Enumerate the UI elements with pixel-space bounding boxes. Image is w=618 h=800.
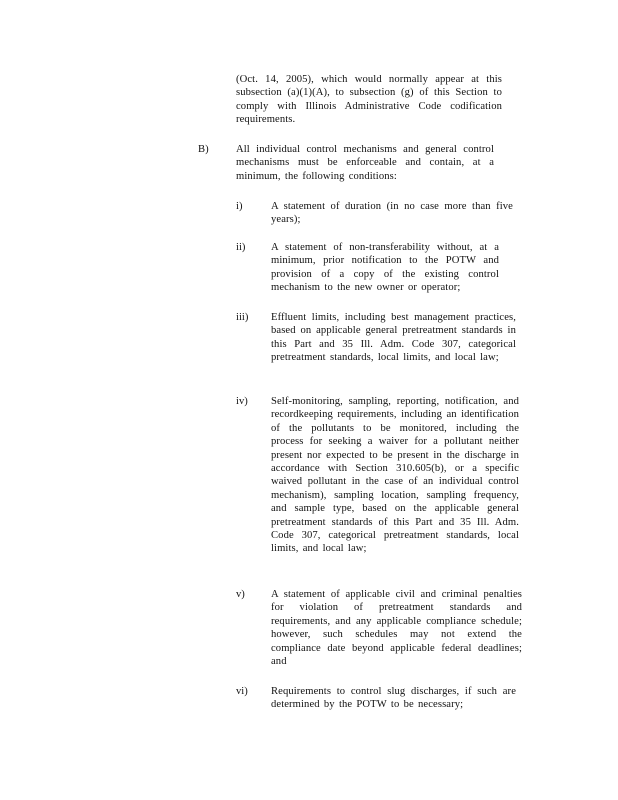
- item-iv-text: Self-monitoring, sampling, reporting, notification, and recordkeeping requirements, including an identification of the pollutants to be monitored, including the process for seeking a waiver for a pollutant neither present nor expected to be present in the discharge in accordance with Section 310.605(b), or a specific waived pollutant in the case of an individual control mechanism), sampling location, sampling frequency, and sample type, based on the applicable general pretreatment standards of this Part and 35 Ill. Adm. Code 307, categorical pretreatment standards, local limits, and local law;: [271, 396, 519, 555]
- section-b-label: B): [198, 144, 209, 155]
- item-v-label: v): [236, 589, 245, 600]
- item-iii-label: iii): [236, 312, 249, 323]
- item-vi-text: Requirements to control slug discharges, if such are determined by the POTW to be necessary;: [271, 686, 516, 711]
- item-ii-label: ii): [236, 242, 246, 253]
- item-v-text: A statement of applicable civil and criminal penalties for violation of pretreatment standards and requirements, and any applicable compliance schedule; however, such schedules may not extend the compliance date beyond applicable federal deadlines; and: [271, 589, 522, 668]
- item-i-text: A statement of duration (in no case more than five years);: [271, 201, 513, 226]
- continuation-paragraph: (Oct. 14, 2005), which would normally appear at this subsection (a)(1)(A), to subsection (g) of this Section to comply with Illinois Administrative Code codification requirements.: [236, 74, 502, 126]
- section-b-text: All individual control mechanisms and general control mechanisms must be enforceable and contain, at a minimum, the following conditions:: [236, 144, 494, 182]
- item-vi-label: vi): [236, 686, 248, 697]
- item-iii-text: Effluent limits, including best management practices, based on applicable general pretreatment standards in this Part and 35 Ill. Adm. Code 307, categorical pretreatment standards, local limits, and local law;: [271, 312, 516, 364]
- item-iv-label: iv): [236, 396, 248, 407]
- item-i-label: i): [236, 201, 243, 212]
- item-ii-text: A statement of non-transferability without, at a minimum, prior notification to the POTW and provision of a copy of the existing control mechanism to the new owner or operator;: [271, 242, 499, 294]
